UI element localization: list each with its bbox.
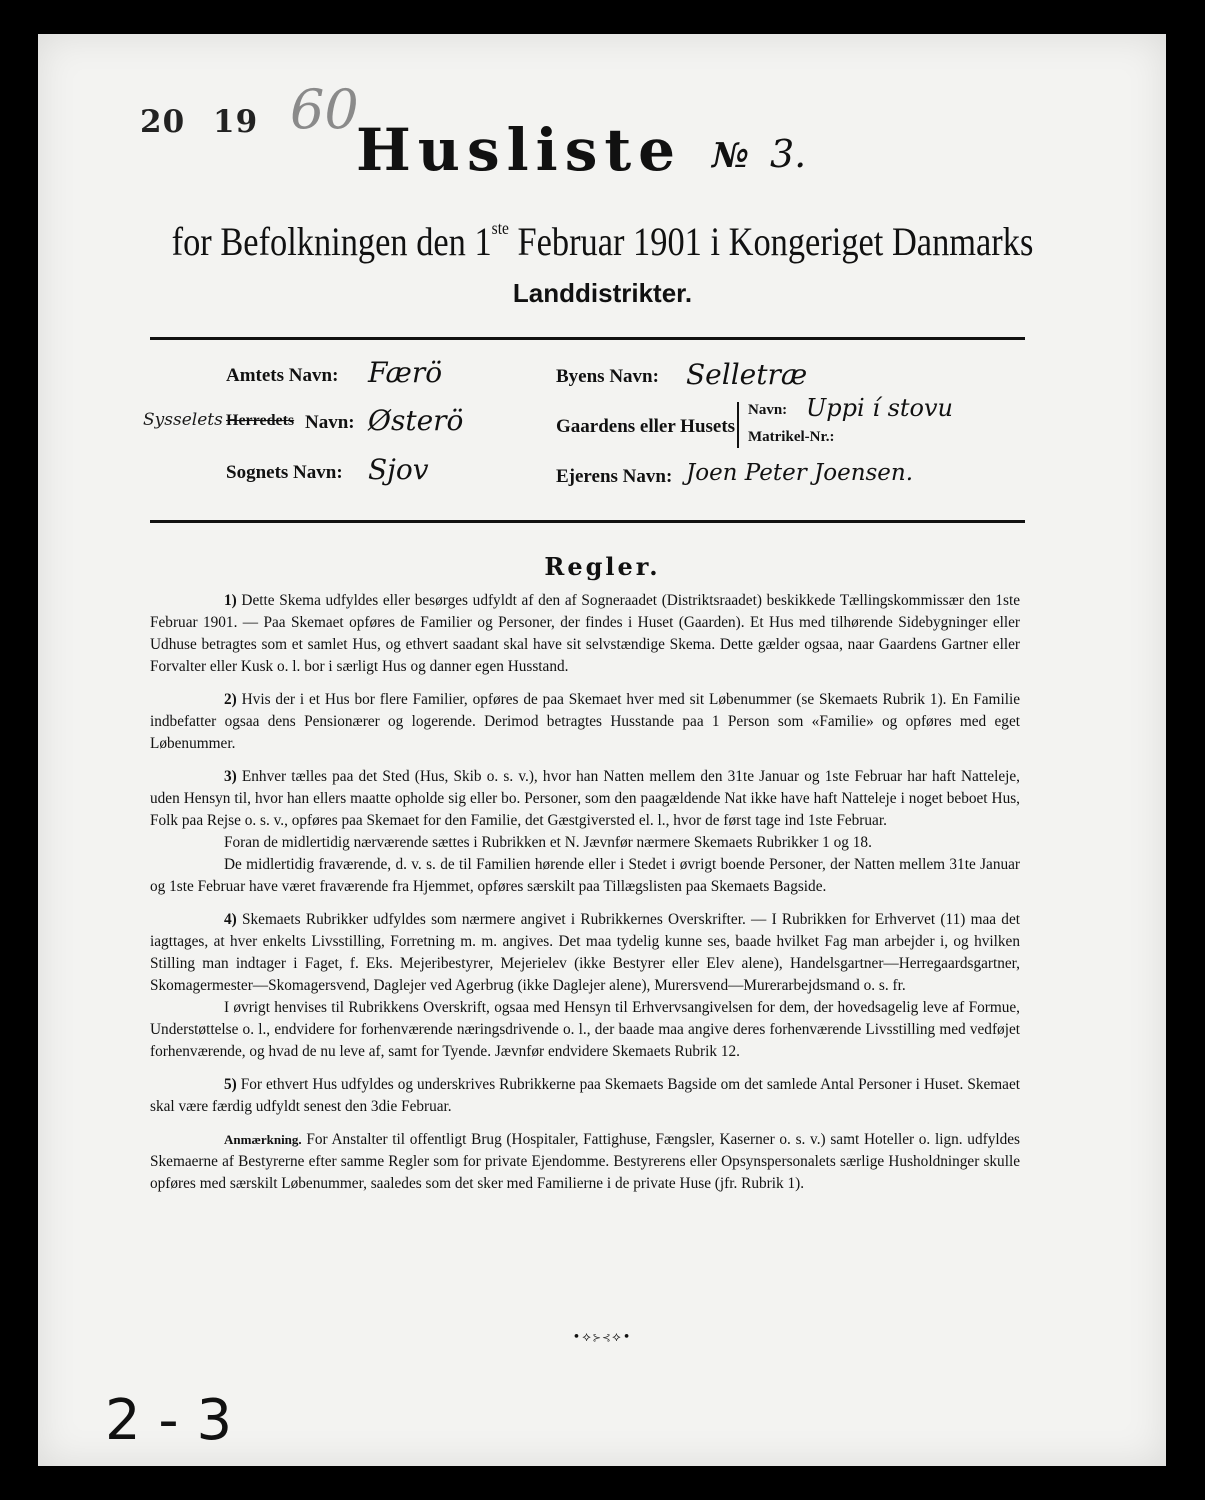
- stamp-number-b: 19: [213, 104, 259, 140]
- herred-value: Østerö: [368, 404, 464, 437]
- rule-number: 5): [224, 1076, 237, 1093]
- rule-3-cont-b: [150, 854, 1020, 898]
- annotation-text: For Anstalter til offentligt Brug (Hospitaler, Fattighuse, Fængsler, Kaserner o. s. v.) samt Hoteller o. lign. udfyldes Skemaerne af Bestyrerne efter samme Regler som for private Ejendomme. Bestyrerens eller Opsynspersonalets særlige Husholdninger skulle opføres med særskilt Løbenummer, saaledes som det sker med Familierne i de private Huse (jfr. Rubrik 1).: [150, 1131, 1020, 1192]
- rule-number: 3): [224, 768, 237, 785]
- rule-text: Dette Skema udfyldes eller besørges udfyldt af den af Sogneraadet (Distriktsraadet) beskikkede Tællingskommissær den 1ste Februar 1901. — Paa Skemaet opføres de Familier og Personer, der findes i Huset (Gaarden). Et Hus med tilhørende Sidebygninger eller Udhuse betragtes som et samlet Hus, og ethvert saadant skal have sit selvstændige Skema. Dette gælder ogsaa, naar Gaardens Gartner eller Forvalter eller Kusk o. l. bor i særligt Hus og danner egen Husstand.: [150, 592, 1020, 675]
- subtitle-post: Februar 1901 i Kongeriget Danmarks: [508, 219, 1034, 264]
- rule-3-cont-a: [150, 832, 1020, 854]
- amt-value: Færö: [368, 356, 443, 389]
- sysselets-handwritten: Sysselets: [143, 410, 223, 430]
- annotation: [150, 1129, 1020, 1195]
- ornament-divider: •⟡⊱⊰⟡•: [572, 1330, 633, 1345]
- ejer-label: Ejerens Navn:: [556, 466, 673, 487]
- annotation-label: Anmærkning.: [224, 1132, 302, 1147]
- rule-1: [150, 590, 1020, 678]
- rule-text: I øvrigt henvises til Rubrikkens Overskrift, ogsaa med Hensyn til Erhvervsangivelsen for dem, der hovedsagelig leve af Formue, Understøttelse o. l., endvidere for forhenværende næringsdrivende o. l., der baade maa angive deres forhenværende Livsstilling med vedføjet forhenværende, og hvad de nu leve af, samt for Tyende. Jævnfør endvidere Skemaets Rubrik 12.: [150, 999, 1020, 1060]
- subtitle-pre: for Befolkningen den 1: [171, 219, 492, 264]
- rules-body: [150, 590, 1020, 1206]
- sogn-value: Sjov: [368, 453, 429, 486]
- sogn-label: Sognets Navn:: [226, 462, 343, 483]
- rule-text: Hvis der i et Hus bor flere Familier, opføres de paa Skemaet hver med sit Løbenummer (se Skemaets Rubrik 1). En Familie indbefatter ogsaa dens Pensionærer og logerende. Derimod betragtes Husstande paa 1 Person som «Familie» og opføres med eget Løbenummer.: [150, 691, 1020, 752]
- gaard-bracket: [737, 402, 739, 448]
- list-number: 3.: [770, 132, 807, 176]
- herredets-struck: Herredets: [226, 412, 295, 429]
- rule-4-cont: [150, 997, 1020, 1063]
- rule-text: Foran de midlertidig nærværende sættes i Rubrikken et N. Jævnfør nærmere Skemaets Rubrikker 1 og 18.: [224, 834, 872, 851]
- rule-text: De midlertidig fraværende, d. v. s. de til Familien hørende eller i Stedet i øvrigt boende Personer, der Natten mellem 31te Januar og 1ste Februar have været fraværende fra Hjemmet, opføres særskilt paa Tillægslisten paa Skemaets Bagside.: [150, 856, 1020, 895]
- rule-text: For ethvert Hus udfyldes og underskrives Rubrikkerne paa Skemaets Bagside om det samlede Antal Personer i Huset. Skemaet skal være færdig udfyldt senest den 3die Februar.: [150, 1076, 1020, 1115]
- number-sign: №: [712, 136, 749, 176]
- by-value: Selletræ: [686, 358, 808, 391]
- divider-bottom: [150, 520, 1025, 523]
- subtitle-sup: ste: [491, 218, 509, 238]
- herred-navn-label: Navn:: [305, 412, 355, 433]
- divider-top: [150, 337, 1025, 340]
- rule-number: 4): [224, 911, 237, 928]
- rule-number: 2): [224, 691, 237, 708]
- rule-3: [150, 766, 1020, 832]
- rule-text: Enhver tælles paa det Sted (Hus, Skib o. s. v.), hvor han Natten mellem den 31te Januar og 1ste Februar har haft Natteleje, uden Hensyn til, hvor han ellers maatte opholde sig eller bo. Personer, som den paagældende Nat ikke have haft Natteleje i noget beboet Hus, Folk paa Rejse o. s. v., opføres paa Skemaet for den Familie, det Gæstgiversted el. l., hvor de først tage ind 1ste Februar.: [150, 768, 1020, 829]
- stamp-number-a: 20: [140, 104, 186, 140]
- gaard-navn-label: Navn:: [748, 402, 788, 418]
- page-title: Husliste: [356, 116, 683, 184]
- rule-number: 1): [224, 592, 237, 609]
- rules-heading: Regler.: [544, 552, 661, 581]
- pencil-number: 60: [290, 78, 359, 141]
- rule-2: [150, 689, 1020, 755]
- district-heading: Landdistrikter.: [512, 278, 693, 308]
- gaard-label: Gaardens eller Husets: [556, 416, 736, 437]
- subtitle: [84, 218, 1120, 265]
- amt-label: Amtets Navn:: [226, 365, 339, 386]
- ejer-value: Joen Peter Joensen.: [686, 460, 914, 486]
- by-label: Byens Navn:: [556, 366, 659, 387]
- rule-5: [150, 1074, 1020, 1118]
- rule-4: [150, 909, 1020, 997]
- corner-handwritten-note: 2 - 3: [105, 1388, 233, 1453]
- matrikel-label: Matrikel-Nr.:: [748, 429, 835, 445]
- gaard-navn-value: Uppi í stovu: [806, 394, 953, 422]
- rule-text: Skemaets Rubrikker udfyldes som nærmere angivet i Rubrikkernes Overskrifter. — I Rubrikken for Erhvervet (11) maa det iagttages, at hver enkelts Livsstilling, Forretning m. m. angives. Det maa tydelig kunne ses, baade hvilket Fag man arbejder i, og hvilken Stilling man indtager i Faget, f. Eks. Mejeribestyrer, Mejerielev (ikke Bestyrer eller Elev alene), Handelsgartner—Herregaardsgartner, Skomagermester—Skomagersvend, Daglejer ved Agerbrug (ikke Daglejer alene), Murersvend—Murerarbejdsmand o. s. fr.: [150, 911, 1020, 994]
